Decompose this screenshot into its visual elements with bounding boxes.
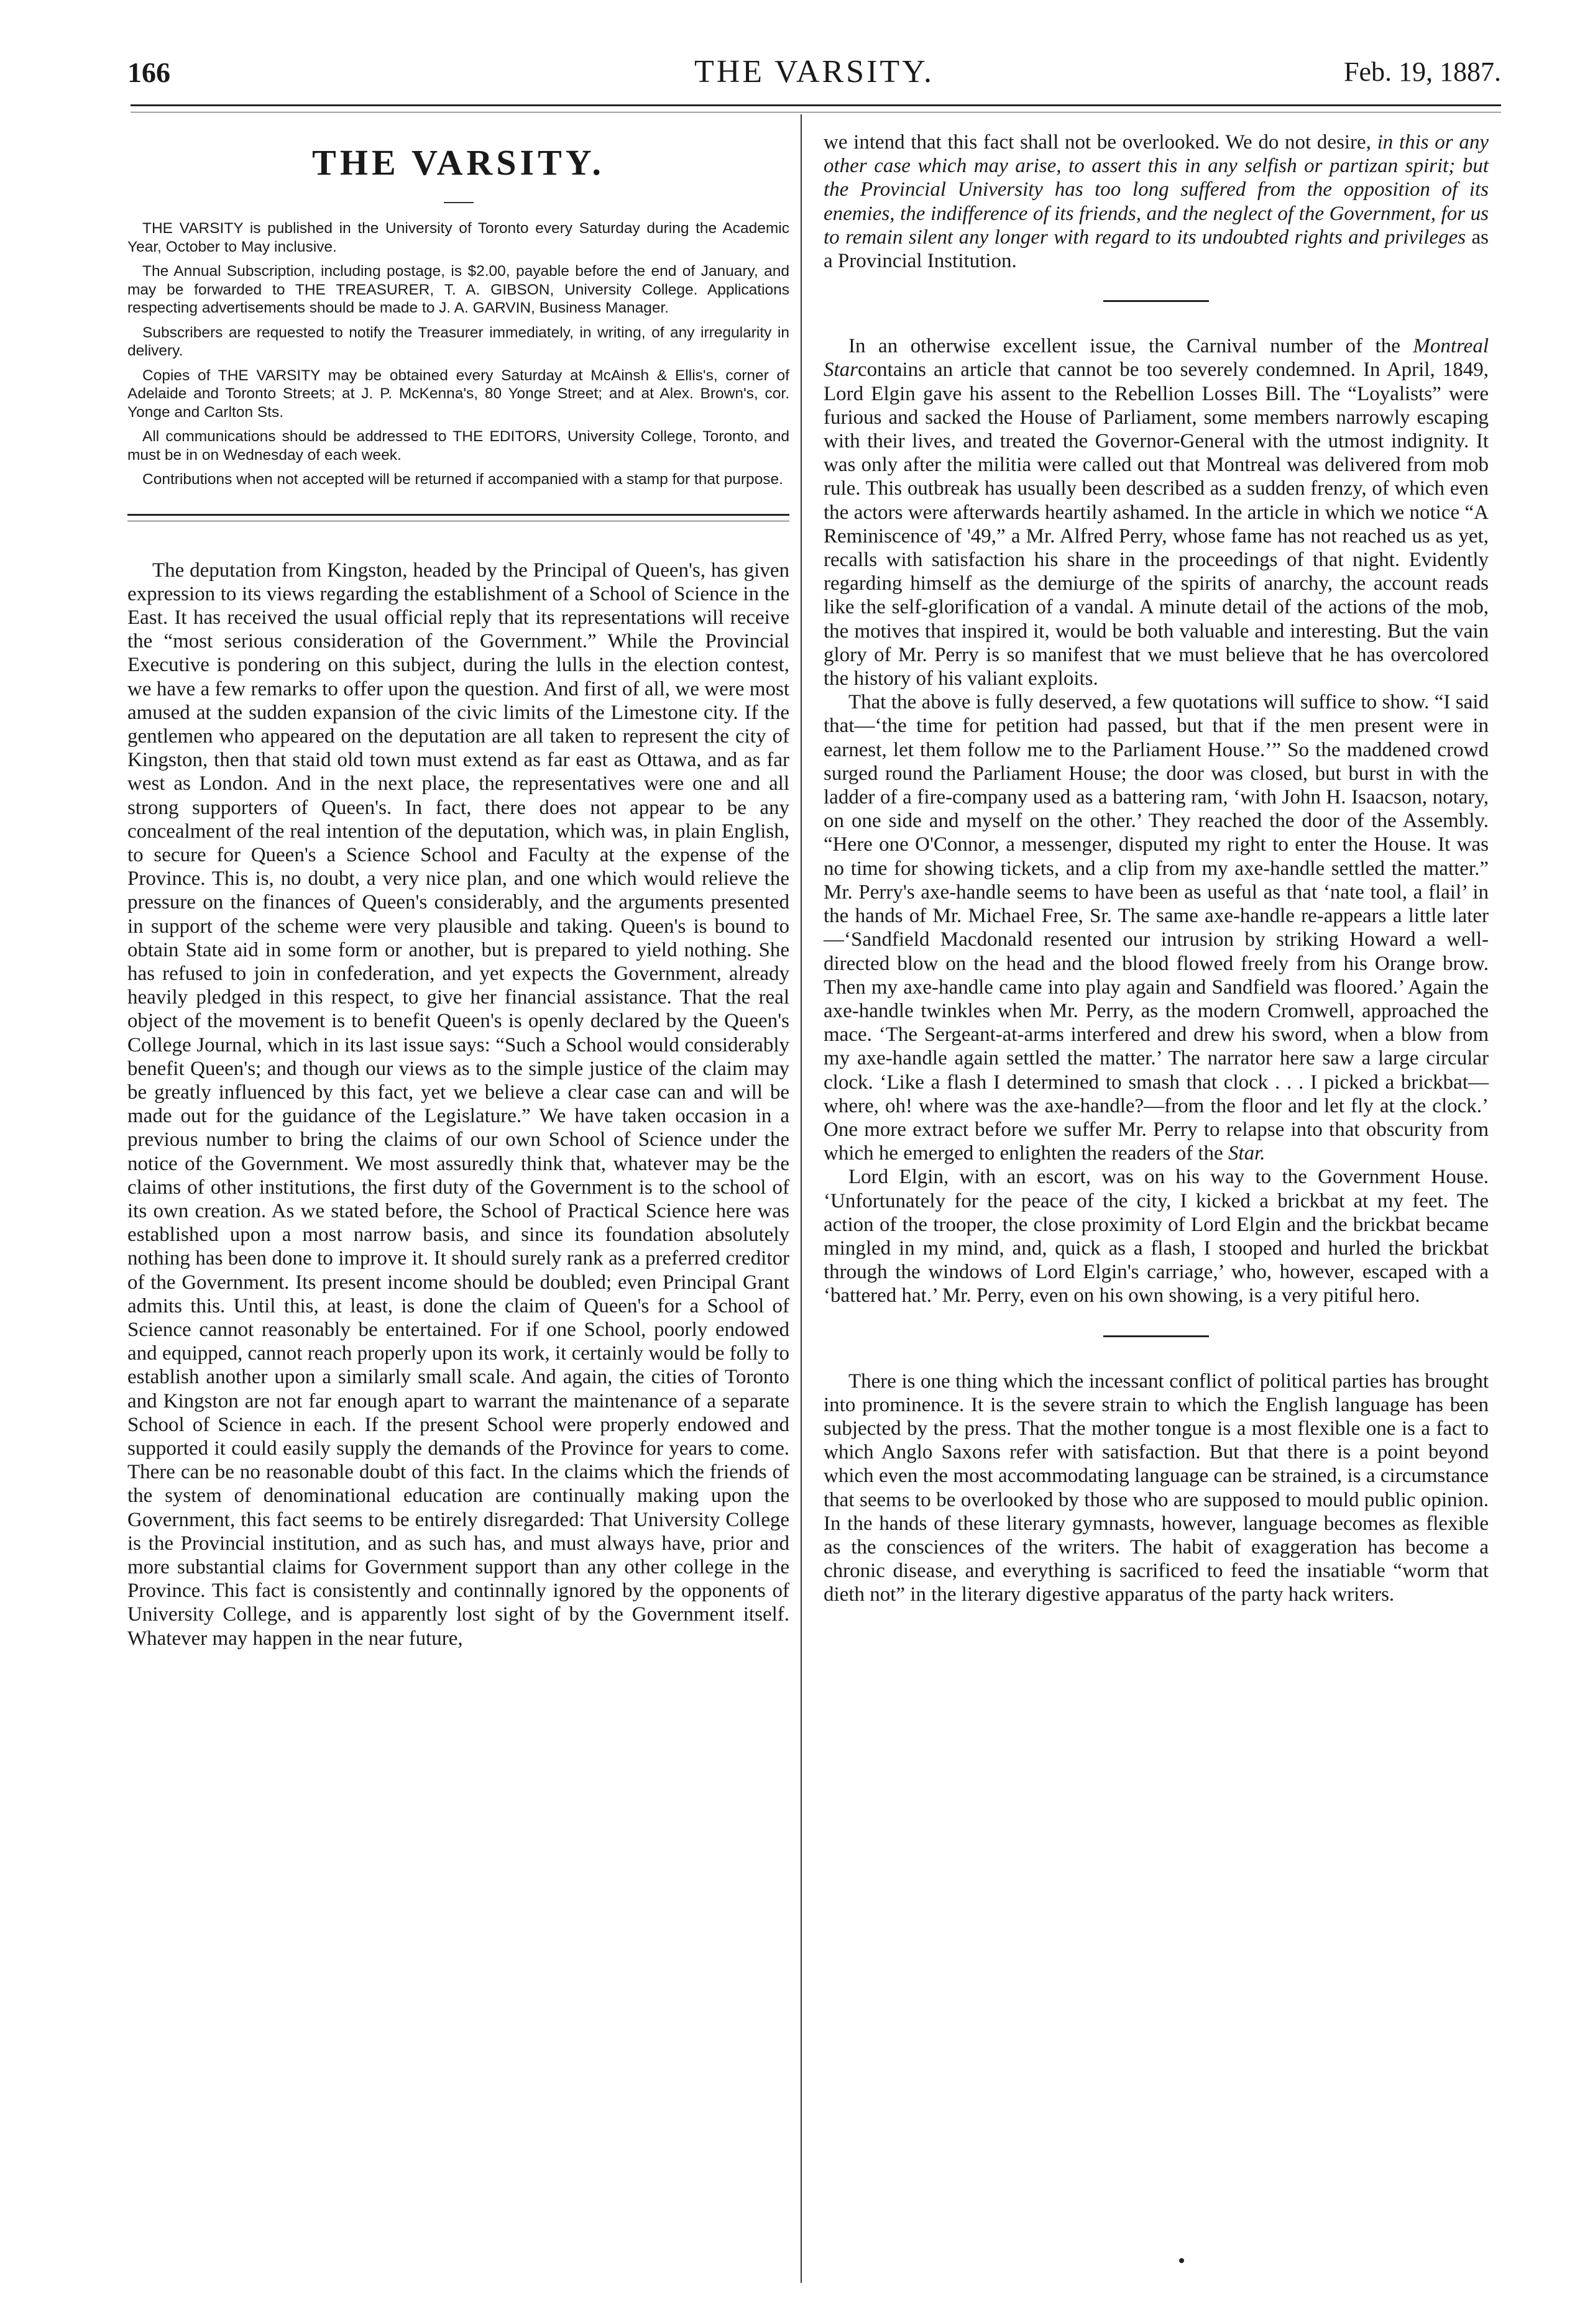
notice-communications: All communications should be addressed to THE EDITORS, University College, Toronto, and must be in on Wednesday of each week. <box>127 428 789 464</box>
article-continuation <box>824 130 1489 273</box>
running-masthead: THE VARSITY. <box>694 54 935 89</box>
article-lord-elgin: Lord Elgin, with an escort, was on his way to the Government House. ‘Unfortunately for the peace of the city, I kicked a brickbat at my feet. The action of the trooper, the close proximity of Lord Elgin and the brickbat became mingled in my mind, and, quick as a flash, I stooped and hurled the brickbat through the windows of Lord Elgin's carriage,’ who, however, escaped with a ‘battered hat.’ Mr. Perry, even on his own showing, is a very pitiful hero. <box>824 1166 1489 1307</box>
notice-copies: Copies of THE VARSITY may be obtained every Saturday at McAinsh & Ellis's, corner of Adelaide and Toronto Streets; at J. P. McKenna's, 80 Yonge Street; and at Alex. Brown's, cor. Yonge and Carlton Sts. <box>127 367 789 421</box>
article-montreal-star <box>824 334 1489 690</box>
page-mark <box>1179 2258 1184 2263</box>
column-divider <box>801 114 802 2283</box>
star-intro: In an otherwise excellent issue, the Carnival number of the <box>848 335 1400 358</box>
section-separator-2 <box>1103 1335 1209 1337</box>
notice-publication: THE VARSITY is published in the University of Toronto every Saturday during the Academic Year, October to May inclusive. <box>127 220 789 255</box>
masthead-title: THE VARSITY. <box>312 142 605 183</box>
right-column <box>824 130 1489 1607</box>
left-column <box>127 124 789 1650</box>
continuation-italic: in this or any other case which may arise, to assert this in any selfish or partizan spirit; but the Provincial University has too long suffered from the opposition of its enemies, the indifference of its friends, and the neglect of the Government, for us to remain silent any longer with regard to its undoubted rights and privileges <box>824 131 1489 249</box>
page-header <box>127 50 1501 99</box>
article-press-language: There is one thing which the incessant conflict of political parties has brought into prominence. It is the severe strain to which the English language has been subjected by the press. That the mother tongue is a most flexible one is a fact to which Anglo Saxons refer with satisfaction. But that there is a point beyond which even the most accommodating language can be strained, is a circumstance that seems to be overlooked by those who are supposed to mould public opinion. In the hands of these literary gymnasts, however, language becomes as flexible as the consciences of the writers. The habit of exaggeration has become a chronic disease, and everything is sacrificed to feed the insatiable “worm that dieth not” in the literary digestive apparatus of the party hack writers. <box>824 1370 1489 1606</box>
star-paragraph-2: That the above is fully deserved, a few quotations will suffice to show. “I said that—‘the time for petition had passed, but that if the men present were in earnest, let them follow me to the Parliament House.’” So the maddened crowd surged round the Parliament House; the door was closed, but burst in with the ladder of a fire-company used as a battering ram, ‘with John H. Isaacson, notary, on one side and myself on the other.’ They reached the door of the Assembly. “Here one O'Connor, a messenger, disputed my right to enter the House. It was no time for showing tickets, and a clip from my axe-handle settled the matter.” Mr. Perry's axe-handle seems to have been as useful as that ‘nate tool, a flail’ in the hands of Mr. Michael Free, Sr. The same axe-handle re-appears a little later—‘Sandfield Macdonald resented our intrusion by striking Howard a well-directed blow on the head and the blood flowed freely from his Orange brow. Then my axe-handle came into play again and Sandfield was floored.’ Again the axe-handle twinkles when Mr. Perry, as the modern Cromwell, approached the mace. ‘The Sergeant-at-arms interfered and drew his sword, when a blow from my axe-handle again settled the matter.’ The narrator here saw a large circular clock. ‘Like a flash I determined to smash that clock . . . I picked a brickbat—where, oh! where was the axe-handle?—from the floor and let fly at the clock.’ One more extract before we suffer Mr. Perry to relapse into that obscurity from which he emerged to enlighten the readers of the <box>824 691 1489 1165</box>
title-rule <box>444 202 474 203</box>
star-paragraph-1: contains an article that cannot be too severely condemned. In April, 1849, Lord Elgin gave his assent to the Rebellion Losses Bill. The “Loyalists” were furious and sacked the House of Parliament, some members narrowly escaping with their lives, and treated the Governor-General with the utmost indignity. It was only after the militia were called out that Montreal was delivered from mob rule. This outbreak has usually been described as a sudden frenzy, of which even the actors were afterwards heartily ashamed. In the article in which we notice “A Reminiscence of '49,” a Mr. Alfred Perry, whose fame has not reached us as yet, recalls with satisfaction his share in the proceedings of that night. Evidently regarding himself as the demiurge of the spirits of anarchy, the account reads like the self-glorification of a vandal. A minute detail of the actions of the mob, the motives that inspired it, would be both valuable and interesting. But the vain glory of Mr. Perry is so manifest that we must believe that he has overcolored the history of his valiant exploits. <box>824 359 1489 690</box>
article-school-of-science: The deputation from Kingston, headed by the Principal of Queen's, has given expression to its views regarding the establishment of a School of Science in the East. It has received the usual official reply that its representations will receive the “most serious consideration of the Government.” While the Provincial Executive is pondering on this subject, during the lulls in the election contest, we have a few remarks to offer upon the question. And first of all, we were most amused at the sudden expansion of the civic limits of the Limestone city. If the gentlemen who appeared on the deputation are all taken to represent the city of Kingston, then that staid old town must extend as far east as Ottawa, and as far west as London. And in the next place, the representatives were one and all strong supporters of Queen's. In fact, there does not appear to be any concealment of the real intention of the deputation, which was, in plain English, to secure for Queen's a Science School and Faculty at the expense of the Province. This is, no doubt, a very nice plan, and one which would relieve the pressure on the finances of Queen's considerably, and the arguments presented in support of the scheme were very plausible and taking. Queen's is bound to obtain State aid in some form or another, but is prepared to yield nothing. She has refused to join in confederation, and yet expects the Government, already heavily pledged in this respect, to give her financial assistance. That the real object of the movement is to benefit Queen's is openly declared by the Queen's College Journal, which in its last issue says: “Such a School would considerably benefit Queen's; and though our views as to the simple justice of the claim may be greatly influenced by this fact, yet we believe a clear case can and will be made out for the guidance of the Legislature.” We have taken occasion in a previous number to bring the claims of our own School of Science under the notice of the Government. We most assuredly think that, whatever may be the claims of other institutions, the first duty of the Government is to the school of its own creation. As we stated before, the School of Practical Science here was established upon a most narrow basis, and since its foundation absolutely nothing has been done to improve it. It should surely rank as a preferred creditor of the Government. Its present income should be doubled; even Principal Grant admits this. Until this, at least, is done the claim of Queen's for a School of Science cannot reasonably be entertained. For if one School, poorly endowed and equipped, cannot reach properly upon its work, it certainly would be folly to establish another upon a similarly small scale. And again, the cities of Toronto and Kingston are not far enough apart to warrant the maintenance of a separate School of Science in each. If the present School were properly endowed and supported it could easily supply the demands of the Province for years to come. There can be no reasonable doubt of this fact. In the claims which the friends of the system of denominational education are continually making upon the Government, this fact seems to be entirely disregarded: That University College is the Provincial institution, and as such has, and must always have, prior and more substantial claims for Government support than any other college in the Province. This fact is consistently and continnally ignored by the opponents of University College, and is apparently lost sight of by the Government itself. Whatever may happen in the near future, <box>127 559 789 1650</box>
continuation-plain: we intend that this fact shall not be overlooked. We do not desire, <box>824 131 1371 153</box>
continuation-tail: as a Provincial Institution. <box>824 226 1489 273</box>
notice-delivery: Subscribers are requested to notify the Treasurer immediately, in writing, of any irregularity in delivery. <box>127 324 789 359</box>
header-rule <box>131 104 1501 106</box>
issue-date: Feb. 19, 1887. <box>1344 57 1501 87</box>
notice-contributions: Contributions when not accepted will be returned if accompanied with a stamp for that purpose. <box>142 471 783 488</box>
masthead-rule <box>127 514 789 516</box>
page-number: 166 <box>127 57 170 88</box>
notice-subscription: The Annual Subscription, including postage, is $2.00, payable before the end of January, and may be forwarded to THE TREASURER, T. A. GIBSON, University College. Applications respecting advertisements should be made to J. A. GARVIN, Business Manager. <box>127 263 789 316</box>
section-separator <box>1103 300 1209 302</box>
article-quotations <box>824 690 1489 1165</box>
star-publication-name: Montreal Star <box>824 335 1489 382</box>
star-name-italic: Star. <box>1228 1142 1266 1165</box>
